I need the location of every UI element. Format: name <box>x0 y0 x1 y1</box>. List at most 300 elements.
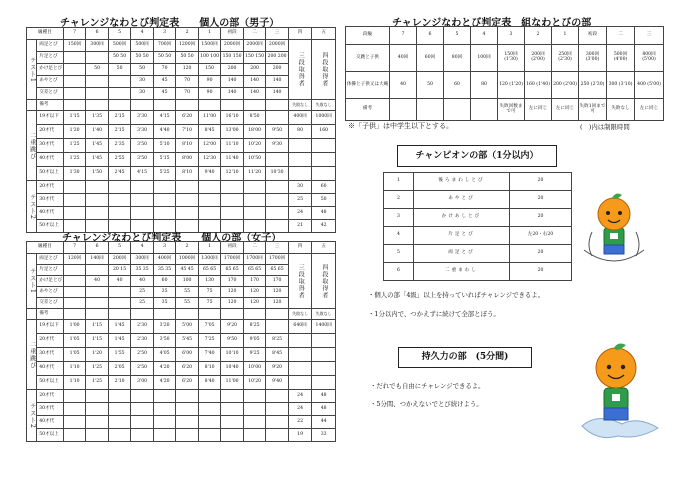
group-value <box>417 99 444 121</box>
champion-item-number: 3 <box>384 209 414 227</box>
age-label: 50才以上 <box>37 167 64 181</box>
test2-cell <box>131 403 154 416</box>
group-table <box>345 26 664 121</box>
age-time: 640回 <box>288 320 312 334</box>
test2-cell <box>266 181 289 194</box>
test2-value: 33 <box>312 429 336 442</box>
test2-cell <box>198 194 221 207</box>
event-value: 65 65 <box>198 265 221 276</box>
age-time <box>312 334 336 348</box>
event-value: 140 <box>243 76 266 88</box>
event-value <box>108 88 131 100</box>
test2-cell <box>176 207 199 220</box>
group-footnote-time: ( )内は制限時間 <box>580 123 630 131</box>
age-time: 1'25 <box>86 362 109 376</box>
test2-cell <box>221 390 244 403</box>
event-value: 45 <box>153 88 176 100</box>
age-label: 40才代 <box>37 362 64 376</box>
age-time: 1'45 <box>108 334 131 348</box>
biko-cell <box>221 100 244 111</box>
event-label: あやとび <box>37 76 64 88</box>
event-value <box>63 287 86 298</box>
group-value: 50 <box>417 72 444 99</box>
event-value: 75 <box>198 298 221 309</box>
grade-2: 6 <box>86 242 109 254</box>
test2-cell <box>243 207 266 220</box>
test2-cell <box>176 429 199 442</box>
test2-cell <box>131 194 154 207</box>
test2-value: 22 <box>288 416 312 429</box>
group-value: 300 (3'10) <box>607 72 635 99</box>
grade-11: 四 <box>288 242 312 254</box>
event-value: 120 <box>266 287 289 298</box>
age-time: 1'05 <box>63 348 86 362</box>
group-value: 40回 <box>390 45 417 72</box>
event-value: 120 <box>176 64 199 76</box>
age-time: 8'50 <box>243 111 266 125</box>
champion-item-count: 20 <box>510 263 572 281</box>
age-time: 11'40 <box>221 153 244 167</box>
event-value: 300回 <box>86 40 109 52</box>
age-time: 5'00 <box>176 320 199 334</box>
event-value: 170 <box>266 276 289 287</box>
age-time: 10'50 <box>243 153 266 167</box>
grade-11: 四 <box>288 28 312 40</box>
test2-cell <box>266 390 289 403</box>
test2-cell <box>108 194 131 207</box>
grade-6: 2 <box>176 28 199 40</box>
side-note-3dan: 三段取得者 <box>288 254 312 309</box>
test2-cell <box>153 403 176 416</box>
age-label: 30才代 <box>37 348 64 362</box>
event-value: 75 <box>198 287 221 298</box>
test2-cell <box>176 390 199 403</box>
test2-cell <box>176 194 199 207</box>
test2-cell <box>131 416 154 429</box>
age-time: 11'20 <box>243 167 266 181</box>
test2-cell <box>266 403 289 416</box>
biko-cell <box>86 309 109 320</box>
event-value: 70 <box>153 64 176 76</box>
side-note-3dan: 三段取得者 <box>288 40 312 100</box>
grade-10: 三 <box>266 28 289 40</box>
event-value: 700回 <box>153 40 176 52</box>
biko-cell <box>243 309 266 320</box>
test2-value: 50 <box>312 194 336 207</box>
age-time: 1'15 <box>63 111 86 125</box>
test2-value: 42 <box>312 220 336 233</box>
biko-cell <box>153 100 176 111</box>
test2-cell <box>153 194 176 207</box>
event-value: 100 <box>176 276 199 287</box>
age-time: 7'25 <box>198 334 221 348</box>
age-time: 1'40 <box>86 125 109 139</box>
age-time: 9'25 <box>243 348 266 362</box>
test2-cell <box>243 403 266 416</box>
event-value <box>63 88 86 100</box>
age-time: 10'20 <box>243 376 266 390</box>
champion-note-2: ・1分以内で、つかえずに続けて全部とぼう。 <box>368 310 500 318</box>
biko-cell <box>176 100 199 111</box>
event-value: 140 <box>266 88 289 100</box>
test2-cell <box>266 429 289 442</box>
test2-cell <box>63 416 86 429</box>
group-value: 80回 <box>444 45 471 72</box>
age-time: 80 <box>288 125 312 139</box>
test2-cell <box>243 416 266 429</box>
champion-item-number: 1 <box>384 173 414 191</box>
age-time: 8'10 <box>198 362 221 376</box>
age-time: 13'00 <box>221 125 244 139</box>
test2-value: 21 <box>288 220 312 233</box>
biko-cell: 失敗なし <box>288 100 312 111</box>
test2-cell <box>153 181 176 194</box>
biko-cell <box>131 100 154 111</box>
age-time: 8'45 <box>266 348 289 362</box>
age-time: 1'55 <box>108 348 131 362</box>
orange-mascot-running-icon <box>578 342 664 454</box>
event-value: 140 <box>221 76 244 88</box>
test2-value: 48 <box>312 403 336 416</box>
event-value: 100 100 <box>198 52 221 64</box>
event-value <box>86 52 109 64</box>
test2-cell <box>108 207 131 220</box>
age-time: 2'05 <box>108 362 131 376</box>
test2-cell <box>131 390 154 403</box>
event-value: 20 15 <box>108 265 131 276</box>
champion-item-number: 2 <box>384 191 414 209</box>
test2-value: 60 <box>312 181 336 194</box>
event-value: 60 <box>153 276 176 287</box>
champion-item-count: 20 <box>510 245 572 263</box>
group-grade-2: 6 <box>417 27 444 45</box>
age-time: 1'10 <box>63 362 86 376</box>
age-time: 1'45 <box>86 153 109 167</box>
age-label: 40才代 <box>37 416 64 429</box>
age-time: 10'30 <box>266 167 289 181</box>
event-value <box>108 298 131 309</box>
group-grade-8: 初段 <box>579 27 607 45</box>
test2-cell <box>221 181 244 194</box>
group-value: 500回 (4'00) <box>607 45 635 72</box>
group-footnote: ※「子供」は中学生以下とする。 <box>348 122 453 130</box>
event-value: 140回 <box>86 254 109 265</box>
age-time <box>312 167 336 181</box>
age-time: 5'15 <box>153 153 176 167</box>
boys-table <box>26 27 336 233</box>
champion-item-number: 5 <box>384 245 414 263</box>
age-time <box>288 348 312 362</box>
age-time: 1'15 <box>86 320 109 334</box>
event-value: 300回 <box>131 254 154 265</box>
group-value: 左に同じ <box>525 99 552 121</box>
event-label: あやとび <box>37 287 64 298</box>
age-time: 1'25 <box>86 376 109 390</box>
champion-item-name: あやとび <box>414 191 510 209</box>
event-value <box>63 265 86 276</box>
event-value: 140 <box>243 88 266 100</box>
group-value: 800回 (5'00) <box>635 45 664 72</box>
side-note-4dan: 四段取得者 <box>312 40 336 100</box>
age-time: 3'30 <box>131 111 154 125</box>
grade-1: 7 <box>63 28 86 40</box>
event-value: 1700回 <box>243 254 266 265</box>
champion-item-name: 後ろまわしとび <box>414 173 510 191</box>
group-value: 160 (1'40) <box>525 72 552 99</box>
biko-cell <box>131 309 154 320</box>
grade-8: 初段 <box>221 242 244 254</box>
test2-cell <box>221 194 244 207</box>
test2-cell <box>198 181 221 194</box>
event-value: 1000回 <box>176 254 199 265</box>
age-time <box>288 362 312 376</box>
age-label: 19才以下 <box>37 320 64 334</box>
age-label: 50才以上 <box>37 429 64 442</box>
age-time: 11'00 <box>221 376 244 390</box>
group-grade-header: 段級 <box>346 27 390 45</box>
biko-cell <box>221 309 244 320</box>
group-value: 250 (2'30) <box>579 72 607 99</box>
age-time: 2'50 <box>131 348 154 362</box>
age-time: 2'45 <box>108 167 131 181</box>
event-value: 65 65 <box>243 265 266 276</box>
endurance-note-1: ・だれでも自由にチャレンジできるよ。 <box>370 382 485 390</box>
event-value: 90 <box>198 88 221 100</box>
group-value: 左に同じ <box>552 99 579 121</box>
grade-3: 5 <box>108 242 131 254</box>
section-test1-label: テスト1 <box>27 254 37 309</box>
test2-cell <box>243 390 266 403</box>
grade-8: 初段 <box>221 28 244 40</box>
age-time: 8'40 <box>198 376 221 390</box>
test2-cell <box>108 403 131 416</box>
event-value: 120 <box>266 298 289 309</box>
age-time: 160 <box>312 125 336 139</box>
test2-cell <box>243 194 266 207</box>
age-time: 2'30 <box>131 320 154 334</box>
age-time: 9'05 <box>243 334 266 348</box>
age-time: 7'40 <box>198 348 221 362</box>
biko-cell <box>198 309 221 320</box>
event-value: 140 <box>266 76 289 88</box>
age-label: 20才代 <box>37 181 64 194</box>
grade-6: 2 <box>176 242 199 254</box>
grade-7: 1 <box>198 28 221 40</box>
event-value: 35 35 <box>153 265 176 276</box>
champion-item-number: 4 <box>384 227 414 245</box>
event-value: 55 <box>176 287 199 298</box>
event-value: 1200回 <box>176 40 199 52</box>
test2-cell <box>221 207 244 220</box>
group-value: 失敗なし <box>607 99 635 121</box>
group-grade-10: 三 <box>635 27 664 45</box>
champion-note-1: ・個人の部「4級」以上を持っていればチャレンジできるよ。 <box>368 291 545 299</box>
test2-value: 48 <box>312 207 336 220</box>
test2-cell <box>108 390 131 403</box>
age-time: 2'15 <box>108 111 131 125</box>
event-value: 200 <box>221 64 244 76</box>
group-grade-5: 3 <box>498 27 525 45</box>
group-value <box>390 99 417 121</box>
event-value: 50 50 <box>153 52 176 64</box>
champion-item-name: 二重まわし <box>414 263 510 281</box>
age-time: 4'20 <box>153 376 176 390</box>
age-label: 30才代 <box>37 139 64 153</box>
event-label: 交差とび <box>37 88 64 100</box>
event-value: 120 <box>221 287 244 298</box>
test2-cell <box>243 181 266 194</box>
group-grade-3: 5 <box>444 27 471 45</box>
age-time: 6'20 <box>176 362 199 376</box>
age-time: 1'50 <box>86 167 109 181</box>
event-value: 35 <box>153 287 176 298</box>
biko-cell <box>243 100 266 111</box>
event-value: 40 <box>86 276 109 287</box>
age-time: 9'50 <box>266 125 289 139</box>
test2-cell <box>63 181 86 194</box>
age-time: 1'10 <box>63 376 86 390</box>
event-value <box>86 76 109 88</box>
biko-cell <box>266 309 289 320</box>
event-value: 1500回 <box>198 40 221 52</box>
test2-value: 25 <box>288 194 312 207</box>
age-time <box>312 362 336 376</box>
event-value: 40 <box>108 276 131 287</box>
biko-cell <box>108 100 131 111</box>
age-time: 1'45 <box>86 139 109 153</box>
age-time: 2'10 <box>108 376 131 390</box>
age-time: 1'30 <box>63 167 86 181</box>
group-grade-4: 4 <box>471 27 498 45</box>
section-test2-label: テスト2 <box>27 181 37 233</box>
age-time: 9'40 <box>266 376 289 390</box>
event-value: 130 <box>198 276 221 287</box>
test2-value: 24 <box>288 403 312 416</box>
age-time: 11'00 <box>198 111 221 125</box>
age-time <box>312 139 336 153</box>
age-time: 1'45 <box>108 320 131 334</box>
test2-cell <box>86 403 109 416</box>
test2-cell <box>131 429 154 442</box>
event-value <box>63 64 86 76</box>
age-time: 7'10 <box>176 125 199 139</box>
age-time: 10'00 <box>243 362 266 376</box>
age-time <box>288 334 312 348</box>
age-time: 12'30 <box>198 153 221 167</box>
champion-table <box>383 172 572 281</box>
age-time: 9'40 <box>198 167 221 181</box>
event-value: 120 <box>243 287 266 298</box>
age-time: 10'20 <box>243 139 266 153</box>
biko-cell: 失敗なし <box>312 100 336 111</box>
section-double-label: 二重跳び <box>27 320 37 390</box>
event-value: 120回 <box>63 254 86 265</box>
age-time: 7'05 <box>198 320 221 334</box>
age-time: 9'20 <box>221 320 244 334</box>
biko-cell: 失敗なし <box>288 309 312 320</box>
event-value: 200 <box>266 64 289 76</box>
event-value: 170 <box>243 276 266 287</box>
event-value: 2000回 <box>266 40 289 52</box>
test2-cell <box>63 390 86 403</box>
test2-value: 44 <box>312 416 336 429</box>
champion-item-count: 20 <box>510 191 572 209</box>
girls-table <box>26 241 336 442</box>
biko-cell <box>86 100 109 111</box>
age-time: 9'50 <box>221 334 244 348</box>
biko-cell <box>266 100 289 111</box>
event-value: 200 <box>243 64 266 76</box>
biko-label: 備考 <box>37 100 64 111</box>
event-value: 200 200 <box>266 52 289 64</box>
age-time: 2'30 <box>131 334 154 348</box>
grade-9: 二 <box>243 28 266 40</box>
test2-cell <box>131 207 154 220</box>
test2-cell <box>86 390 109 403</box>
section-test2-label: テスト2 <box>27 390 37 442</box>
event-value: 150 150 <box>221 52 244 64</box>
group-value: 左に同じ <box>635 99 664 121</box>
event-value: 45 <box>153 76 176 88</box>
grade-3: 5 <box>108 28 131 40</box>
group-value: 100回 <box>471 45 498 72</box>
age-time: 12'10 <box>221 167 244 181</box>
age-time: 6'00 <box>176 348 199 362</box>
test2-cell <box>176 181 199 194</box>
blank <box>27 100 37 111</box>
test2-cell <box>86 416 109 429</box>
age-time <box>266 320 289 334</box>
age-time: 1'20 <box>63 125 86 139</box>
event-value <box>86 298 109 309</box>
biko-cell <box>198 100 221 111</box>
age-time <box>288 376 312 390</box>
event-value: 90 <box>198 76 221 88</box>
event-value: 140 <box>221 88 244 100</box>
group-grade-9: 二 <box>607 27 635 45</box>
age-time: 1'00 <box>63 320 86 334</box>
age-time: 16'10 <box>221 111 244 125</box>
test2-cell <box>266 207 289 220</box>
group-value: 40 <box>390 72 417 99</box>
event-value: 50 <box>108 64 131 76</box>
test2-cell <box>131 181 154 194</box>
age-time: 2'35 <box>108 139 131 153</box>
event-label: 片足とび <box>37 52 64 64</box>
champion-item-name: 片足とび <box>414 227 510 245</box>
test2-cell <box>86 194 109 207</box>
champion-item-count: 20 <box>510 173 572 191</box>
age-time: 3'50 <box>153 334 176 348</box>
group-grade-1: 7 <box>390 27 417 45</box>
biko-cell <box>63 309 86 320</box>
biko-cell <box>63 100 86 111</box>
group-value: 250回 (2'30) <box>552 45 579 72</box>
event-value <box>108 76 131 88</box>
event-value: 1300回 <box>198 254 221 265</box>
test2-cell <box>153 416 176 429</box>
group-event-label: 交跳と子供 <box>346 45 390 72</box>
event-value: 170 <box>221 276 244 287</box>
group-title: チャレンジなわとび判定表 組なわとびの部 <box>392 18 592 29</box>
age-time: 1'25 <box>63 139 86 153</box>
test2-cell <box>266 194 289 207</box>
event-value: 70 <box>176 76 199 88</box>
test2-value: 30 <box>288 181 312 194</box>
group-event-label: 備考 <box>346 99 390 121</box>
biko-cell <box>176 309 199 320</box>
test2-cell <box>176 416 199 429</box>
